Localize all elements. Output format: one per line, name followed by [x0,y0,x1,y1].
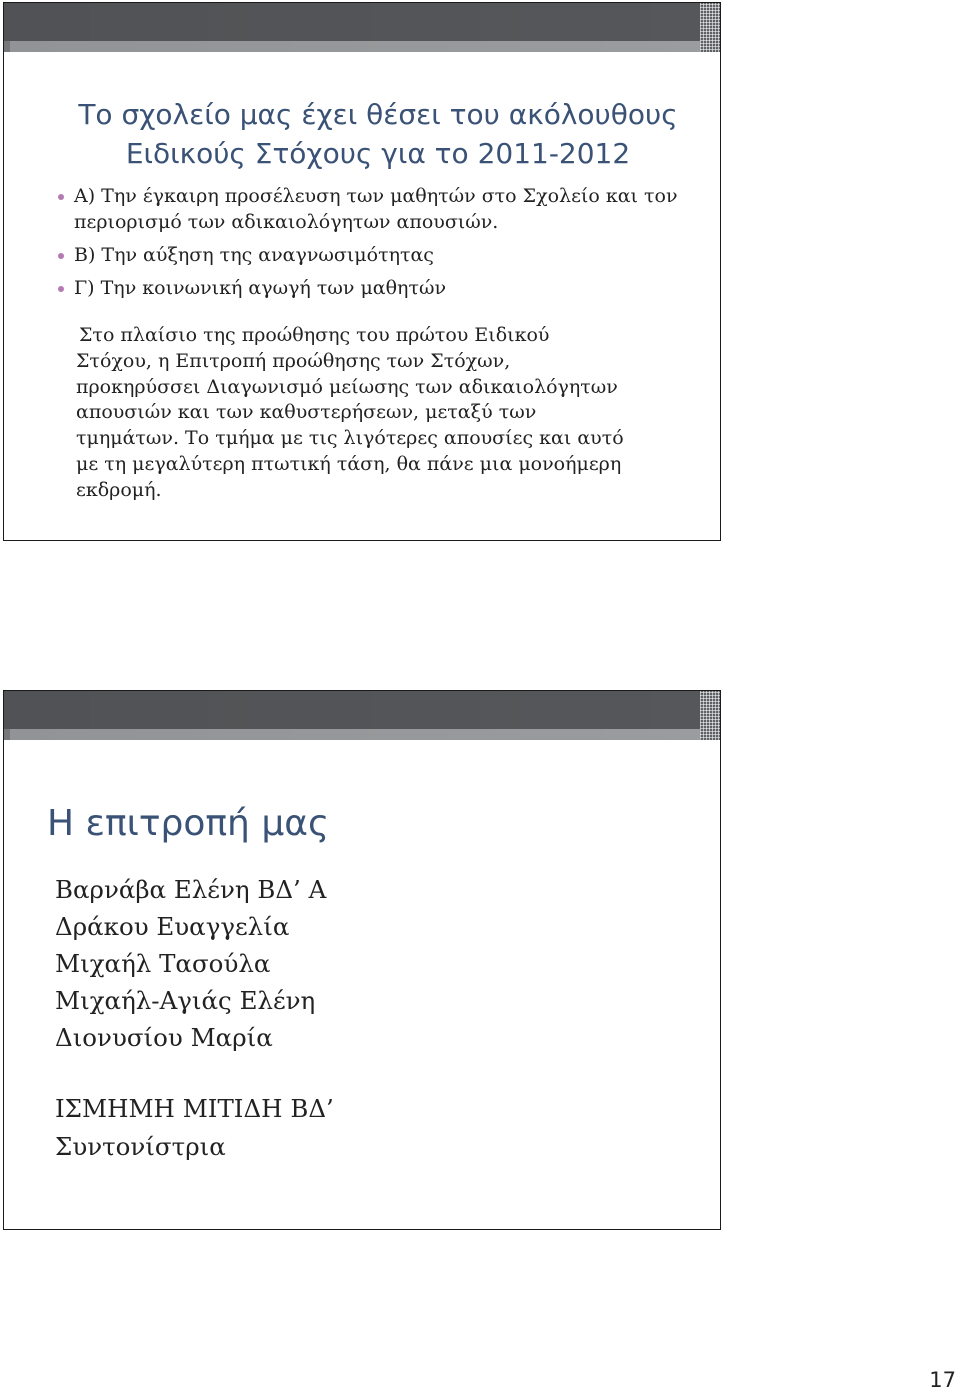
goal-item: Β) Την αύξηση της αναγνωσιμότητας [56,242,696,268]
member-name: Βαρνάβα Ελένη ΒΔ’ Α [55,875,327,904]
goal-item: Α) Την έγκαιρη προσέλευση των μαθητών στο Σχολείο και τον περιορισμό των αδικαιολόγητων απουσιών. [56,183,696,235]
committee-members-list [55,871,326,1056]
paragraph-line: Στο πλαίσιο της προώθησης του πρώτου Ειδικού [79,324,550,346]
member-name: Διονυσίου Μαρία [55,1023,273,1052]
page-number: 17 [929,1368,956,1392]
member-name: Μιχαήλ-Αγιάς Ελένη [55,986,316,1015]
slide-1-title-line-2: Ειδικούς Στόχους για το 2011-2012 [125,137,631,170]
coordinator-role: Συντονίστρια [55,1132,226,1161]
member-name: Δράκου Ευαγγελία [55,912,290,941]
slide-1-title [58,95,698,173]
paragraph-line: με τη μεγαλύτερη πτωτική τάση, θα πάνε μια μονοήμερη [76,452,622,475]
paragraph-line: τμημάτων. Το τμήμα με τις λιγότερες απουσίες και αυτό [76,427,624,450]
member-name: Μιχαήλ Τασούλα [55,949,271,978]
paragraph-line: εκδρομή. [76,478,162,501]
paragraph-line: απουσιών και των καθυστερήσεων, μεταξύ των [76,401,537,424]
coordinator-block [55,1090,334,1166]
coordinator-name: ΙΣΜΗΜΗ ΜΙΤΙΔΗ ΒΔ’ [55,1094,334,1123]
goals-list [56,183,696,308]
header-band-shade [4,3,721,52]
goal-item: Γ) Την κοινωνική αγωγή των μαθητών [56,275,696,301]
header-pattern [700,691,720,741]
competition-paragraph [76,323,686,504]
paragraph-line: Στόχου, η Επιτροπή προώθησης των Στόχων, [76,349,511,372]
paragraph-line: προκηρύσσει Διαγωνισμό μείωσης των αδικαιολόγητων [76,375,618,398]
slide-2-title: Η επιτροπή μας [47,803,330,844]
header-pattern [700,3,720,53]
header-band-shade [4,691,721,740]
slide-1-title-line-1: Το σχολείο μας έχει θέσει του ακόλουθους [78,98,678,131]
